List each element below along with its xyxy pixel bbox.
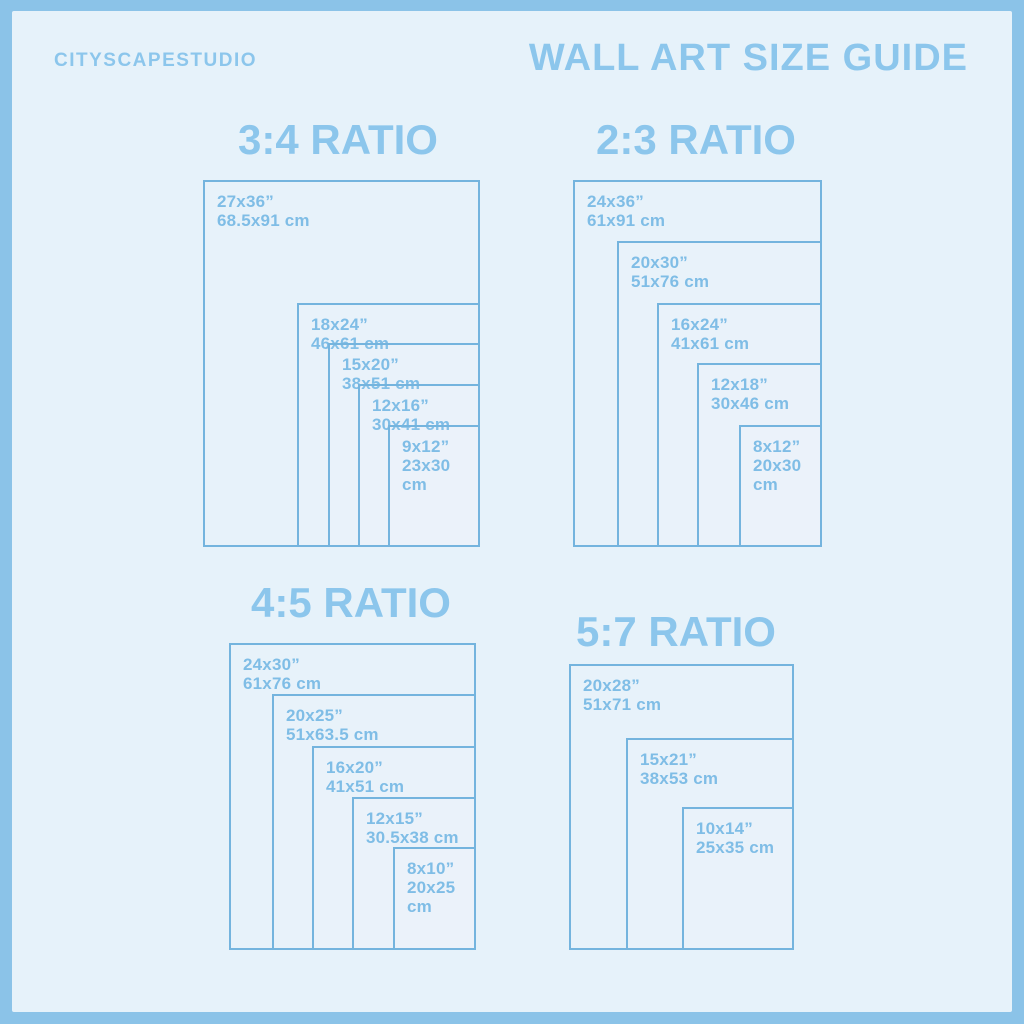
size-inches: 10x14” [696,819,753,838]
size-label [395,849,474,916]
size-label [231,645,474,693]
size-cm: 61x91 cm [587,211,666,230]
size-cm: 38x51 cm [342,374,421,393]
size-label [628,740,792,788]
size-label [314,748,474,796]
panel-title-ratio-2-3: 2:3 RATIO [596,116,796,163]
size-inches: 16x24” [671,315,728,334]
size-cm: 23x30 cm [402,456,451,494]
size-cm: 61x76 cm [243,674,322,693]
panel-title-ratio-3-4: 3:4 RATIO [238,116,438,163]
size-cm: 38x53 cm [640,769,719,788]
poster-background [12,11,1012,1012]
size-label [659,305,820,353]
size-cm: 20x25 cm [407,878,456,916]
size-inches: 9x12” [402,437,450,456]
size-label [274,696,474,744]
size-inches: 8x10” [407,859,455,878]
panel-title-ratio-4-5: 4:5 RATIO [251,579,451,626]
size-inches: 8x12” [753,437,801,456]
size-cm: 41x51 cm [326,777,405,796]
size-label [354,799,474,847]
size-rect-ratio-2-3-5 [739,425,822,547]
size-label [619,243,820,291]
size-inches: 24x30” [243,655,300,674]
size-inches: 20x25” [286,706,343,725]
size-label [699,365,820,413]
size-inches: 12x15” [366,809,423,828]
size-cm: 51x63.5 cm [286,725,379,744]
size-cm: 51x71 cm [583,695,662,714]
size-label [390,427,478,494]
size-cm: 25x35 cm [696,838,775,857]
size-inches: 27x36” [217,192,274,211]
size-cm: 41x61 cm [671,334,750,353]
poster-title: WALL ART SIZE GUIDE [528,37,968,79]
size-inches: 20x30” [631,253,688,272]
brand-logo-text: CITYSCAPESTUDIO [54,50,258,71]
size-cm: 46x61 cm [311,334,390,353]
size-label [571,666,792,714]
size-cm: 30.5x38 cm [366,828,459,847]
size-cm: 68.5x91 cm [217,211,310,230]
size-label [575,182,820,230]
size-inches: 16x20” [326,758,383,777]
size-cm: 20x30 cm [753,456,802,494]
size-inches: 20x28” [583,676,640,695]
size-cm: 30x41 cm [372,415,451,434]
size-inches: 24x36” [587,192,644,211]
size-inches: 18x24” [311,315,368,334]
size-rect-ratio-3-4-5 [388,425,480,547]
size-label [205,182,478,230]
size-rect-ratio-4-5-5 [393,847,476,950]
size-inches: 12x18” [711,375,768,394]
size-label [684,809,792,857]
size-cm: 51x76 cm [631,272,710,291]
size-rect-ratio-5-7-3 [682,807,794,950]
size-inches: 15x20” [342,355,399,374]
size-label [741,427,820,494]
size-inches: 12x16” [372,396,429,415]
size-cm: 30x46 cm [711,394,790,413]
size-inches: 15x21” [640,750,697,769]
panel-title-ratio-5-7: 5:7 RATIO [576,608,776,655]
